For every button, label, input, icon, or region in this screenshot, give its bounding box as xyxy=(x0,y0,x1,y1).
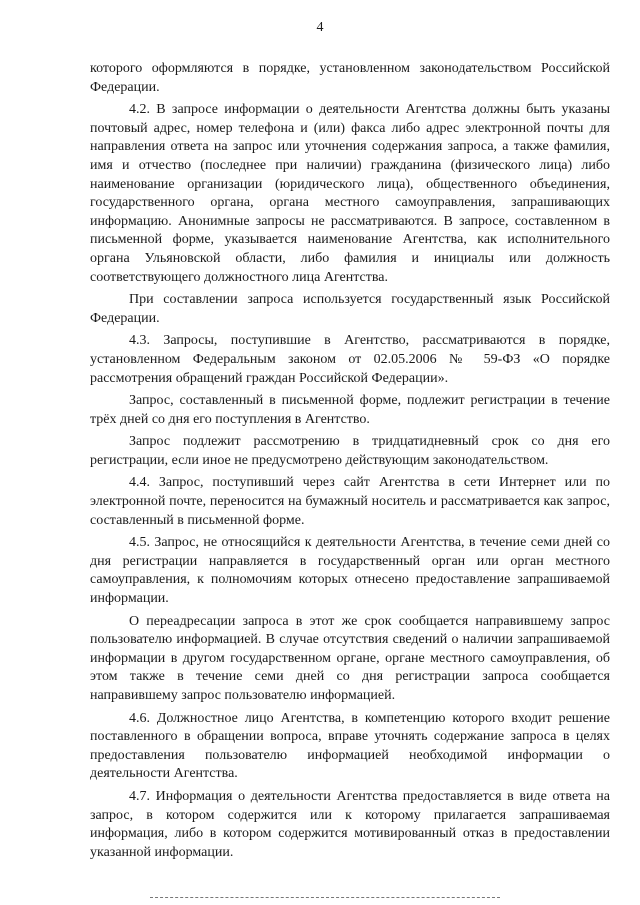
footer-scan-line xyxy=(150,897,500,898)
paragraph-continuation: которого оформляются в порядке, установленном законодательством Российской Федерации. xyxy=(90,61,610,95)
paragraph-4-7: 4.7. Информация о деятельности Агентства предоставляется в виде ответа на запрос, в котором содержится или к которому прилагается запрашиваемая информация, либо в котором содержится мотивированный отказ в предоставлении указанной информации. xyxy=(90,788,610,860)
paragraph-4-5: 4.5. Запрос, не относящийся к деятельности Агентства, в течение семи дней со дня регистрации направляется в государственный орган или орган местного самоуправления, к полномочиям которых отнесено предоставление запрашиваемой информации. xyxy=(90,535,610,607)
page-number: 4 xyxy=(316,20,324,35)
paragraph-4-3: 4.3. Запросы, поступившие в Агентство, рассматриваются в порядке, установленном Федеральным законом от 02.05.2006 № 59-ФЗ «О порядке рассмотрения обращений граждан Российской Федерации». xyxy=(90,333,610,386)
paragraph-language: При составлении запроса используется государственный язык Российской Федерации. xyxy=(90,292,610,326)
paragraph-redirection: О переадресации запроса в этот же срок сообщается направившему запрос пользователю информацией. В случае отсутствия сведений о наличии запрашиваемой информации в другом государственном органе, органе местного самоуправления, об этом также в течение семи дней со дня регистрации запроса сообщается направившему запрос пользователю информацией. xyxy=(90,613,610,703)
paragraph-registration: Запрос, составленный в письменной форме, подлежит регистрации в течение трёх дней со дня его поступления в Агентство. xyxy=(90,393,610,427)
paragraph-4-4: 4.4. Запрос, поступивший через сайт Агентства в сети Интернет или по электронной почте, переносится на бумажный носитель и рассматривается как запрос, составленный в письменной форме. xyxy=(90,475,610,528)
document-body xyxy=(90,60,610,866)
paragraph-4-2: 4.2. В запросе информации о деятельности Агентства должны быть указаны почтовый адрес, номер телефона и (или) факса либо адрес электронной почты для направления ответа на запрос или уточнения содержания запроса, а также фамилия, имя и отчество (последнее при наличии) гражданина (физического лица) либо наименование организации (юридического лица), общественного объединения, государственного органа, органа местного самоуправления, запрашивающих информацию. Анонимные запросы не рассматриваются. В запросе, составленном в письменной форме, указывается наименование Агентства, как исполнительного органа Ульяновской области, либо фамилия и инициалы или должность соответствующего должностного лица Агентства. xyxy=(90,102,610,285)
paragraph-review-term: Запрос подлежит рассмотрению в тридцатидневный срок со дня его регистрации, если иное не предусмотрено действующим законодательством. xyxy=(90,434,610,468)
paragraph-4-6: 4.6. Должностное лицо Агентства, в компетенцию которого входит решение поставленного в обращении вопроса, вправе уточнять содержание запроса в целях предоставления пользователю информацией необходимой информации о деятельности Агентства. xyxy=(90,710,610,782)
